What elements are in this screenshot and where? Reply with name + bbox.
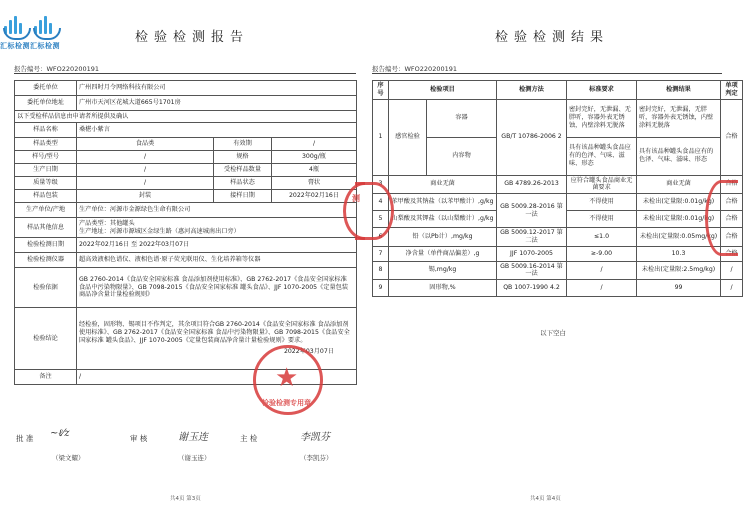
client-address-value: 广州市天河区花城大道665号1701房 xyxy=(77,96,357,111)
row-result: 商业无菌 xyxy=(637,175,721,194)
row-method: GB 4789.26-2013 xyxy=(497,175,567,194)
row-item: 锡,mg/kg xyxy=(389,261,497,280)
main-inspector-label: 主 检 xyxy=(240,434,258,443)
table-row xyxy=(373,261,743,280)
state-value: 膏状 xyxy=(272,177,357,190)
approve-name: （梁文耀） xyxy=(52,454,85,462)
approve-signature: ~ℓ⁄z xyxy=(50,428,70,439)
row-verdict: 合格 xyxy=(721,194,743,211)
row-no: 1 xyxy=(373,99,389,175)
row-no: 5 xyxy=(373,211,389,228)
basis-label: 检验依据 xyxy=(15,268,77,308)
page-footer: 共4页 第3页 xyxy=(170,496,201,502)
row-no: 4 xyxy=(373,194,389,211)
row-result: 未检出(定量限:2.5mg/kg) xyxy=(637,261,721,280)
table-row xyxy=(373,194,743,211)
row-no: 7 xyxy=(373,246,389,261)
table-row xyxy=(373,99,743,137)
report-info-table xyxy=(14,80,357,385)
report-number-right: 报告编号：WFO220200191 xyxy=(372,65,458,73)
maker-label: 生产单位/产地 xyxy=(15,203,77,218)
col-result: 检测结果 xyxy=(637,81,721,100)
client-address-label: 委托单位地址 xyxy=(15,96,77,111)
page-footer-right: 共4页 第4页 xyxy=(530,496,561,502)
partial-seal-label: 测 xyxy=(352,194,360,203)
blank-below-note: 以下空白 xyxy=(540,329,566,337)
review-name: （谢玉连） xyxy=(178,454,211,462)
instrument-label: 检验检测仪器 xyxy=(15,253,77,268)
production-date-label: 生产日期 xyxy=(15,164,77,177)
col-item: 检验项目 xyxy=(389,81,497,100)
row-no: 8 xyxy=(373,261,389,280)
grade-value: / xyxy=(77,177,214,190)
spec-label: 规格 xyxy=(214,151,272,164)
other-info-line-1: 产品类型：其他罐头 xyxy=(79,219,135,227)
logo-arc-icon xyxy=(33,28,61,40)
row-result: 99 xyxy=(637,280,721,297)
test-date-value: 2022年02月16日 至 2022年03月07日 xyxy=(77,238,357,253)
conclusion-label: 检验结论 xyxy=(15,308,77,370)
table-row xyxy=(373,280,743,297)
basis-value: GB 2760-2014《食品安全国家标准 食品添加剂使用标准》、GB 2762-2017《食品安全国家标准 食品中污染物限量》、GB 7098-2015《食品安全国家标准 罐头食品》、JJF 1070-2005《定量包装商品净含量计量检验规则》 xyxy=(77,268,357,308)
row-result: 密封完好，无泄漏，无胖听，容器外表无锈蚀，内壁涂料无脱落 xyxy=(637,99,721,137)
row-verdict: 合格 xyxy=(721,228,743,247)
table-row xyxy=(373,175,743,194)
validity-label: 有效期 xyxy=(214,138,272,151)
edge-seal-stamp-right xyxy=(705,180,738,256)
col-limit: 标准要求 xyxy=(567,81,637,100)
remark-label: 备注 xyxy=(15,370,77,385)
row-verdict: / xyxy=(721,261,743,280)
other-info-line-2: 生产地址：河源市源城区金绿生路（惠河高速城南出口旁） xyxy=(79,227,240,235)
spec-value: 300g/瓶 xyxy=(272,151,357,164)
package-label: 样品包装 xyxy=(15,190,77,203)
row-verdict: 合格 xyxy=(721,175,743,194)
col-method: 检测方法 xyxy=(497,81,567,100)
row-item: 内容物 xyxy=(427,137,497,175)
logo-text: 汇标检测 xyxy=(30,42,60,50)
table-row xyxy=(373,228,743,247)
row-item: 山梨酸及其钾盐（以山梨酸计）,g/kg xyxy=(389,211,497,228)
col-no: 序号 xyxy=(373,81,389,100)
row-result: 10.3 xyxy=(637,246,721,261)
row-method: GB 5009.16-2014 第一法 xyxy=(497,261,567,280)
row-no: 6 xyxy=(373,228,389,247)
row-result: 具有该品种罐头食品应有的色泽、气味、滋味、形态 xyxy=(637,137,721,175)
client-label: 委托单位 xyxy=(15,81,77,96)
row-method: GB/T 10786-2006 2 xyxy=(497,99,567,175)
sample-no-label: 样号/型号 xyxy=(15,151,77,164)
report-page-left xyxy=(0,0,365,512)
row-verdict: 合格 xyxy=(721,246,743,261)
row-verdict: / xyxy=(721,280,743,297)
other-info-label: 样品其他信息 xyxy=(15,218,77,238)
review-signature: 谢玉连 xyxy=(178,432,208,443)
sample-no-value: / xyxy=(77,151,214,164)
divider xyxy=(14,73,356,74)
instrument-value: 超高效液相色谱仪、液相色谱·原子荧光联用仪、生化培养箱等仪器 xyxy=(77,253,357,268)
sensory-label: 感官检验 xyxy=(389,99,427,175)
client-value: 广州四时月令网络科技有限公司 xyxy=(77,81,357,96)
sample-type-value: 食品类 xyxy=(77,138,214,151)
row-verdict: 合格 xyxy=(721,211,743,228)
logo-text: 汇标检测 xyxy=(0,42,30,50)
col-verdict: 单项判定 xyxy=(721,81,743,100)
row-method: GB 5009.28-2016 第一法 xyxy=(497,194,567,228)
quantity-value: 4瓶 xyxy=(272,164,357,177)
main-inspector-name: （李凯芬） xyxy=(300,454,333,462)
grade-label: 质量等级 xyxy=(15,177,77,190)
sample-name-label: 样品名称 xyxy=(15,123,77,138)
row-item: 容器 xyxy=(427,99,497,137)
quantity-label: 受检样品数量 xyxy=(214,164,272,177)
row-method: JJF 1070-2005 xyxy=(497,246,567,261)
conclusion-date: 2022年03月07日 xyxy=(283,348,334,356)
other-info-cell xyxy=(77,218,357,238)
row-result: 未检出(定量限:0.05mg/kg) xyxy=(637,228,721,247)
row-no: 9 xyxy=(373,280,389,297)
row-item: 净含量（单件商品偏差）,g xyxy=(389,246,497,261)
row-item: 铅（以Pb计）,mg/kg xyxy=(389,228,497,247)
divider xyxy=(372,73,722,74)
main-inspector-signature: 李凯芬 xyxy=(300,432,330,443)
official-seal-stamp xyxy=(253,345,323,415)
receive-date-value: 2022年02月16日 xyxy=(272,190,357,203)
maker-value: 生产单位：河源市金源绿色生命有限公司 xyxy=(77,203,357,218)
seal-star-icon: ★ xyxy=(275,363,299,393)
table-row xyxy=(373,246,743,261)
sample-type-label: 样品类型 xyxy=(15,138,77,151)
seal-label: 检验检测专用章 xyxy=(262,399,311,407)
partial-seal-stamp-right xyxy=(355,182,394,240)
results-table xyxy=(372,80,743,297)
row-result: 未检出(定量限:0.01g/kg) xyxy=(637,194,721,211)
state-label: 样品状态 xyxy=(214,177,272,190)
row-result: 未检出(定量限:0.01g/kg) xyxy=(637,211,721,228)
row-limit: 密封完好，无泄漏、无胖听，容器外表无锈蚀，内壁涂料无脱落 xyxy=(567,99,637,137)
company-logo-right xyxy=(0,14,30,54)
row-verdict: 合格 xyxy=(721,99,743,175)
row-limit: / xyxy=(567,261,637,280)
row-item: 商业无菌 xyxy=(389,175,497,194)
results-title: 检验检测结果 xyxy=(495,30,610,45)
receive-date-label: 接样日期 xyxy=(214,190,272,203)
row-limit: 具有该品种罐头食品应有的色泽、气味、滋味、形态 xyxy=(567,137,637,175)
report-number: 报告编号：WFO220200191 xyxy=(14,65,100,73)
test-date-label: 检验检测日期 xyxy=(15,238,77,253)
review-label: 审 核 xyxy=(130,434,148,443)
validity-value: / xyxy=(272,138,357,151)
provided-note: 以下受检样品信息由申请者所提供及确认 xyxy=(15,111,357,123)
row-limit: 应符合罐头食品商业无菌要求 xyxy=(567,175,637,194)
row-no: 3 xyxy=(373,175,389,194)
package-value: 封装 xyxy=(77,190,214,203)
logo-arc-icon xyxy=(3,28,31,40)
row-limit: 不得使用 xyxy=(567,211,637,228)
page-title: 检验检测报告 xyxy=(135,30,250,45)
row-limit: / xyxy=(567,280,637,297)
row-item: 固形物,% xyxy=(389,280,497,297)
remark-value: / xyxy=(77,370,357,385)
production-date-value: / xyxy=(77,164,214,177)
row-limit: ≤1.0 xyxy=(567,228,637,247)
sample-name-value: 桑椹小紫言 xyxy=(77,123,357,138)
conclusion-value: 经检验，固形物、锡项目不作判定，其余项目符合GB 2760-2014《食品安全国家标准 食品添加剂使用标准》、GB 2762-2017《食品安全国家标准 食品中污染物限量》、GB 7098-2015《食品安全国家标准 罐头食品》、JJF 1070-2005《定量包装商品净含量计量检验规则》要求。 xyxy=(79,321,350,344)
approve-label: 批 准 xyxy=(16,434,34,443)
row-method: QB 1007-1990 4.2 xyxy=(497,280,567,297)
row-limit: ≥-9.00 xyxy=(567,246,637,261)
row-method: GB 5009.12-2017 第二法 xyxy=(497,228,567,247)
row-limit: 不得使用 xyxy=(567,194,637,211)
row-item: 苯甲酸及其钠盐（以苯甲酸计）,g/kg xyxy=(389,194,497,211)
